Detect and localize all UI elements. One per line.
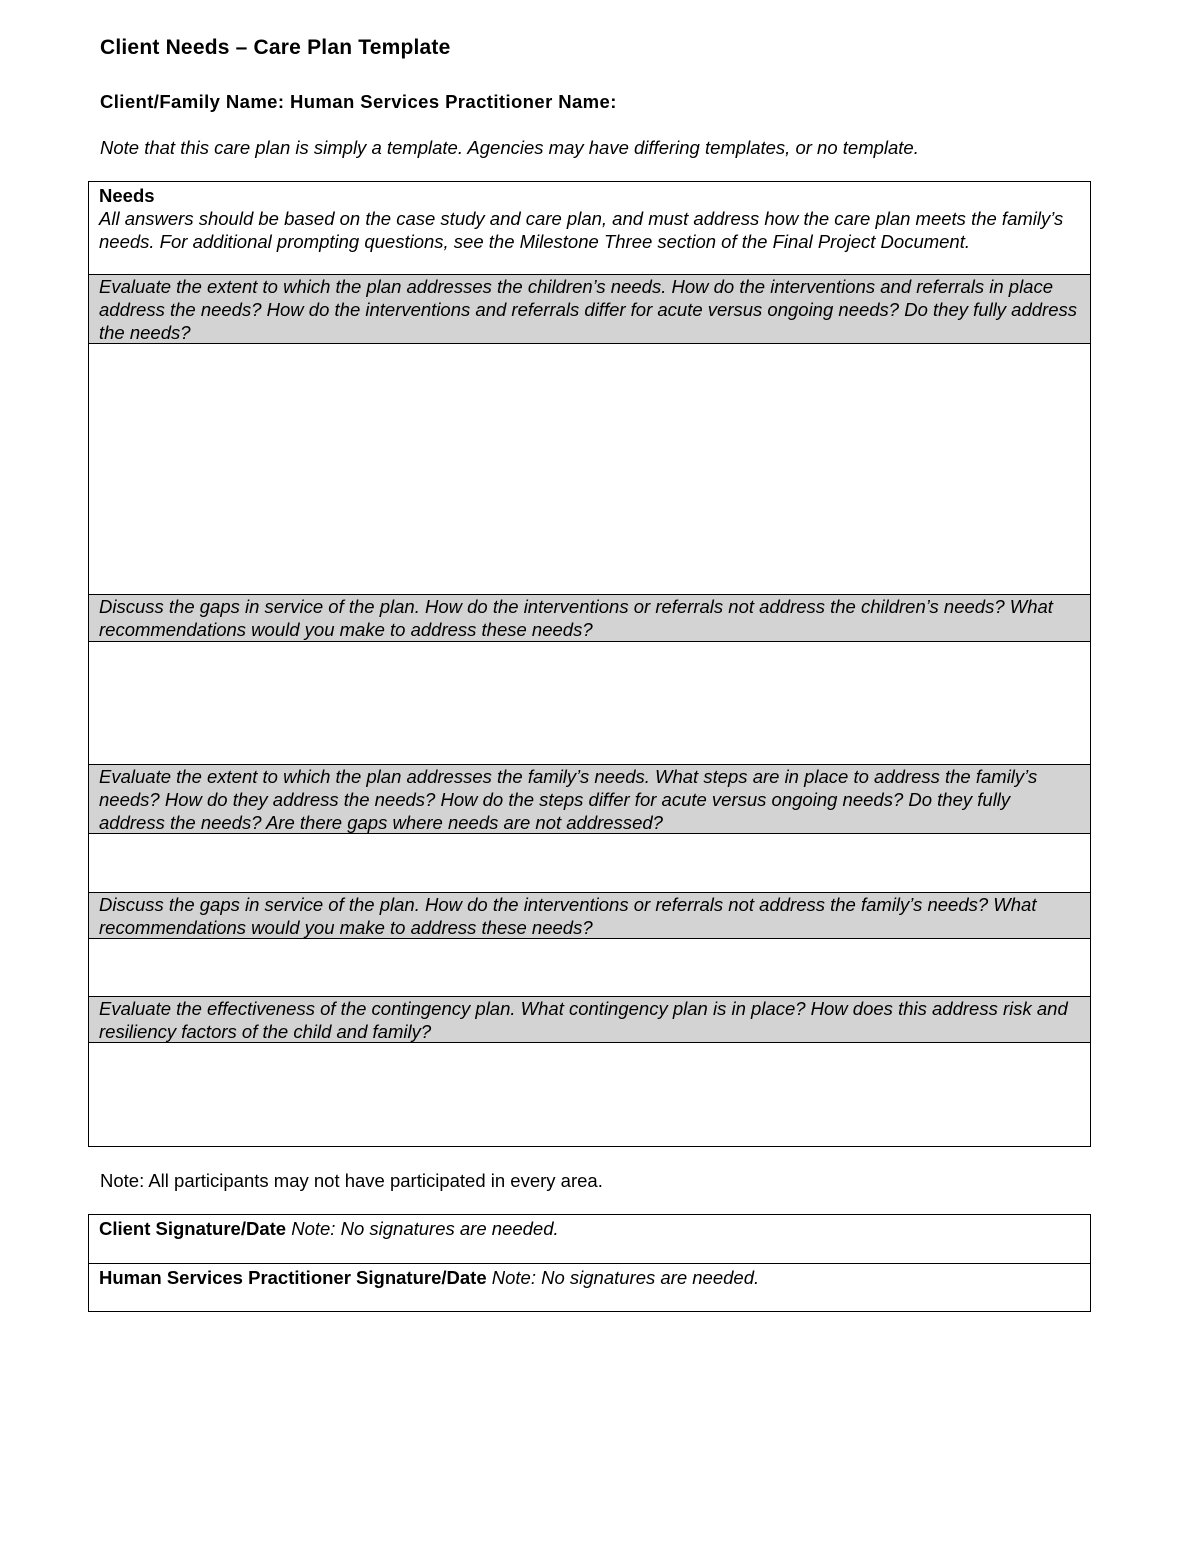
contingency-answer-cell[interactable] [89, 1042, 1090, 1146]
needs-header-row [89, 182, 1090, 274]
practitioner-signature-note: Note: No signatures are needed. [491, 1267, 760, 1288]
client-signature-label: Client Signature/Date [99, 1218, 292, 1239]
participants-note: Note: All participants may not have participated in every area. [100, 1170, 603, 1191]
family-gaps-answer-cell[interactable] [89, 938, 1090, 996]
family-needs-answer-cell[interactable] [89, 833, 1090, 892]
needs-description: All answers should be based on the case study and care plan, and must address how the care plan meets the family’s needs. For additional prompting questions, see the Milestone Three section of the Final Project Document. [99, 208, 1064, 252]
family-needs-prompt: Evaluate the extent to which the plan addresses the family’s needs. What steps are in place to address the family’s needs? How do they address the needs? How do the steps differ for acute versus ongoing needs? Do they fully address the needs? Are there gaps where needs are not addressed? [89, 764, 1090, 833]
contingency-prompt: Evaluate the effectiveness of the contingency plan. What contingency plan is in place? How does this address risk and resiliency factors of the child and family? [89, 996, 1090, 1042]
family-gaps-prompt: Discuss the gaps in service of the plan. How do the interventions or referrals not address the family’s needs? What recommendations would you make to address these needs? [89, 892, 1090, 938]
children-needs-prompt: Evaluate the extent to which the plan addresses the children’s needs. How do the interventions and referrals in place address the needs? How do the interventions and referrals differ for acute versus ongoing needs? Do they fully address the needs? [89, 274, 1090, 343]
practitioner-signature-label: Human Services Practitioner Signature/Date [99, 1267, 492, 1288]
page-title: Client Needs – Care Plan Template [100, 36, 451, 59]
practitioner-signature-row[interactable] [89, 1263, 1090, 1311]
children-gaps-prompt: Discuss the gaps in service of the plan. How do the interventions or referrals not address the children’s needs? What recommendations would you make to address these needs? [89, 594, 1090, 641]
template-note: Note that this care plan is simply a template. Agencies may have differing templates, or no template. [100, 137, 919, 158]
children-gaps-answer-cell[interactable] [89, 641, 1090, 764]
signature-table [88, 1214, 1091, 1312]
client-practitioner-names: Client/Family Name: Human Services Practitioner Name: [100, 91, 617, 112]
children-needs-answer-cell[interactable] [89, 343, 1090, 594]
client-signature-row[interactable] [89, 1215, 1090, 1263]
needs-table [88, 181, 1091, 1147]
client-signature-note: Note: No signatures are needed. [291, 1218, 559, 1239]
needs-heading: Needs [99, 185, 155, 206]
